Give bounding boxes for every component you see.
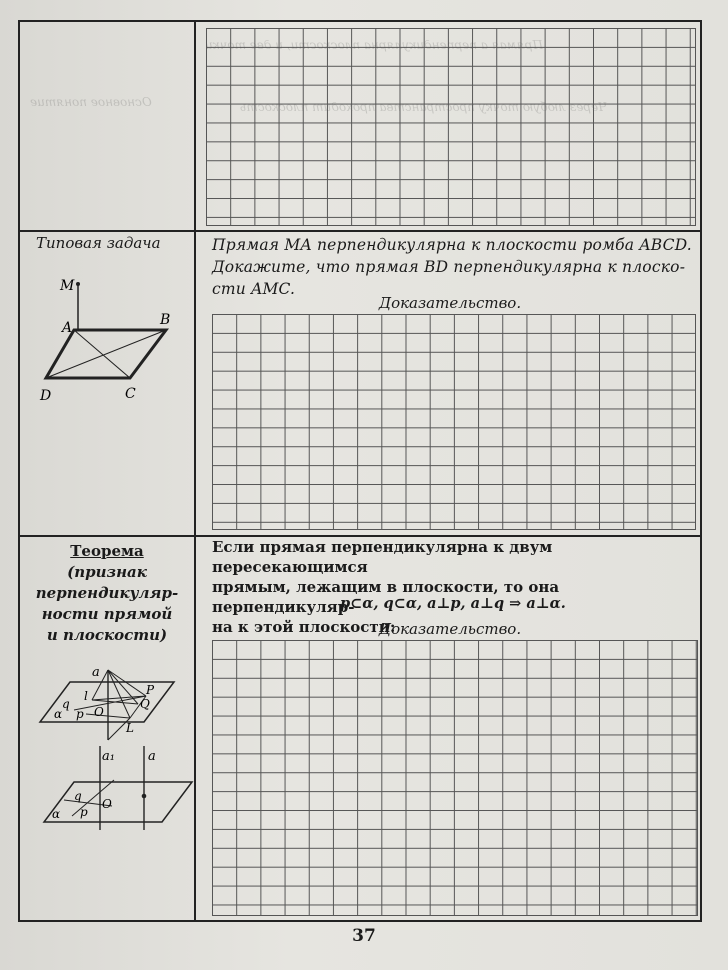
theorem-subtitle: перпендикуляр- bbox=[35, 584, 179, 602]
proof-label-typical: Доказательство. bbox=[378, 294, 522, 312]
label-P: P bbox=[146, 683, 155, 697]
theorem-figure bbox=[34, 660, 194, 830]
label-B: B bbox=[160, 312, 171, 328]
page-number: 37 bbox=[352, 926, 376, 946]
row-divider bbox=[18, 230, 702, 232]
statement-line: Если прямая перпендикулярна к двум пересекающимся bbox=[212, 538, 553, 576]
task-line: Докажите, что прямая BD перпендикулярна к плоско- bbox=[212, 258, 686, 276]
typical-task-text bbox=[212, 234, 696, 300]
label-a-lower: a bbox=[148, 749, 156, 764]
theorem-subtitle: и плоскости) bbox=[46, 626, 168, 644]
column-divider bbox=[194, 20, 196, 922]
label-a: a bbox=[92, 665, 100, 680]
label-O: O bbox=[94, 705, 104, 719]
label-Q: Q bbox=[140, 697, 150, 711]
proof-grid-top[interactable] bbox=[206, 28, 696, 226]
label-A: A bbox=[62, 320, 73, 336]
proof-grid-theorem[interactable] bbox=[212, 640, 698, 916]
label-alpha: α bbox=[54, 707, 63, 721]
label-D: D bbox=[40, 388, 52, 404]
label-l: l bbox=[84, 689, 88, 703]
theorem-subtitle: (признак bbox=[67, 563, 147, 581]
label-a1: a₁ bbox=[102, 749, 115, 764]
theorem-heading: Теорема bbox=[70, 542, 144, 560]
label-alpha-lower: α bbox=[52, 807, 61, 821]
label-C: C bbox=[125, 386, 136, 402]
label-p-lower: p bbox=[80, 805, 88, 819]
task-line: сти AMC. bbox=[212, 280, 296, 298]
label-L: L bbox=[126, 721, 134, 735]
label-p: p bbox=[76, 707, 84, 721]
statement-line: прямым, лежащим в плоскости, то она перпендикуляр- bbox=[212, 578, 560, 616]
label-q: q bbox=[62, 697, 70, 711]
label-q-lower: q bbox=[74, 789, 82, 803]
proof-grid-typical[interactable] bbox=[212, 314, 696, 530]
label-M: M bbox=[60, 278, 75, 294]
theorem-formula: p⊂α, q⊂α, a⊥p, a⊥q ⇒ a⊥α. bbox=[340, 595, 566, 612]
theorem-title bbox=[22, 541, 192, 646]
theorem-subtitle: ности прямой bbox=[41, 605, 173, 623]
task-line: Прямая MA перпендикулярна к плоскости ромба ABCD. bbox=[212, 236, 692, 254]
proof-label-theorem: Доказательство. bbox=[378, 620, 522, 638]
label-O-lower: O bbox=[102, 797, 112, 811]
bleed-through-text: Основное понятие bbox=[30, 95, 152, 109]
rhombus-figure bbox=[30, 270, 190, 410]
typical-task-label: Типовая задача bbox=[36, 234, 161, 252]
statement-line: на к этой плоскости: bbox=[212, 618, 396, 636]
